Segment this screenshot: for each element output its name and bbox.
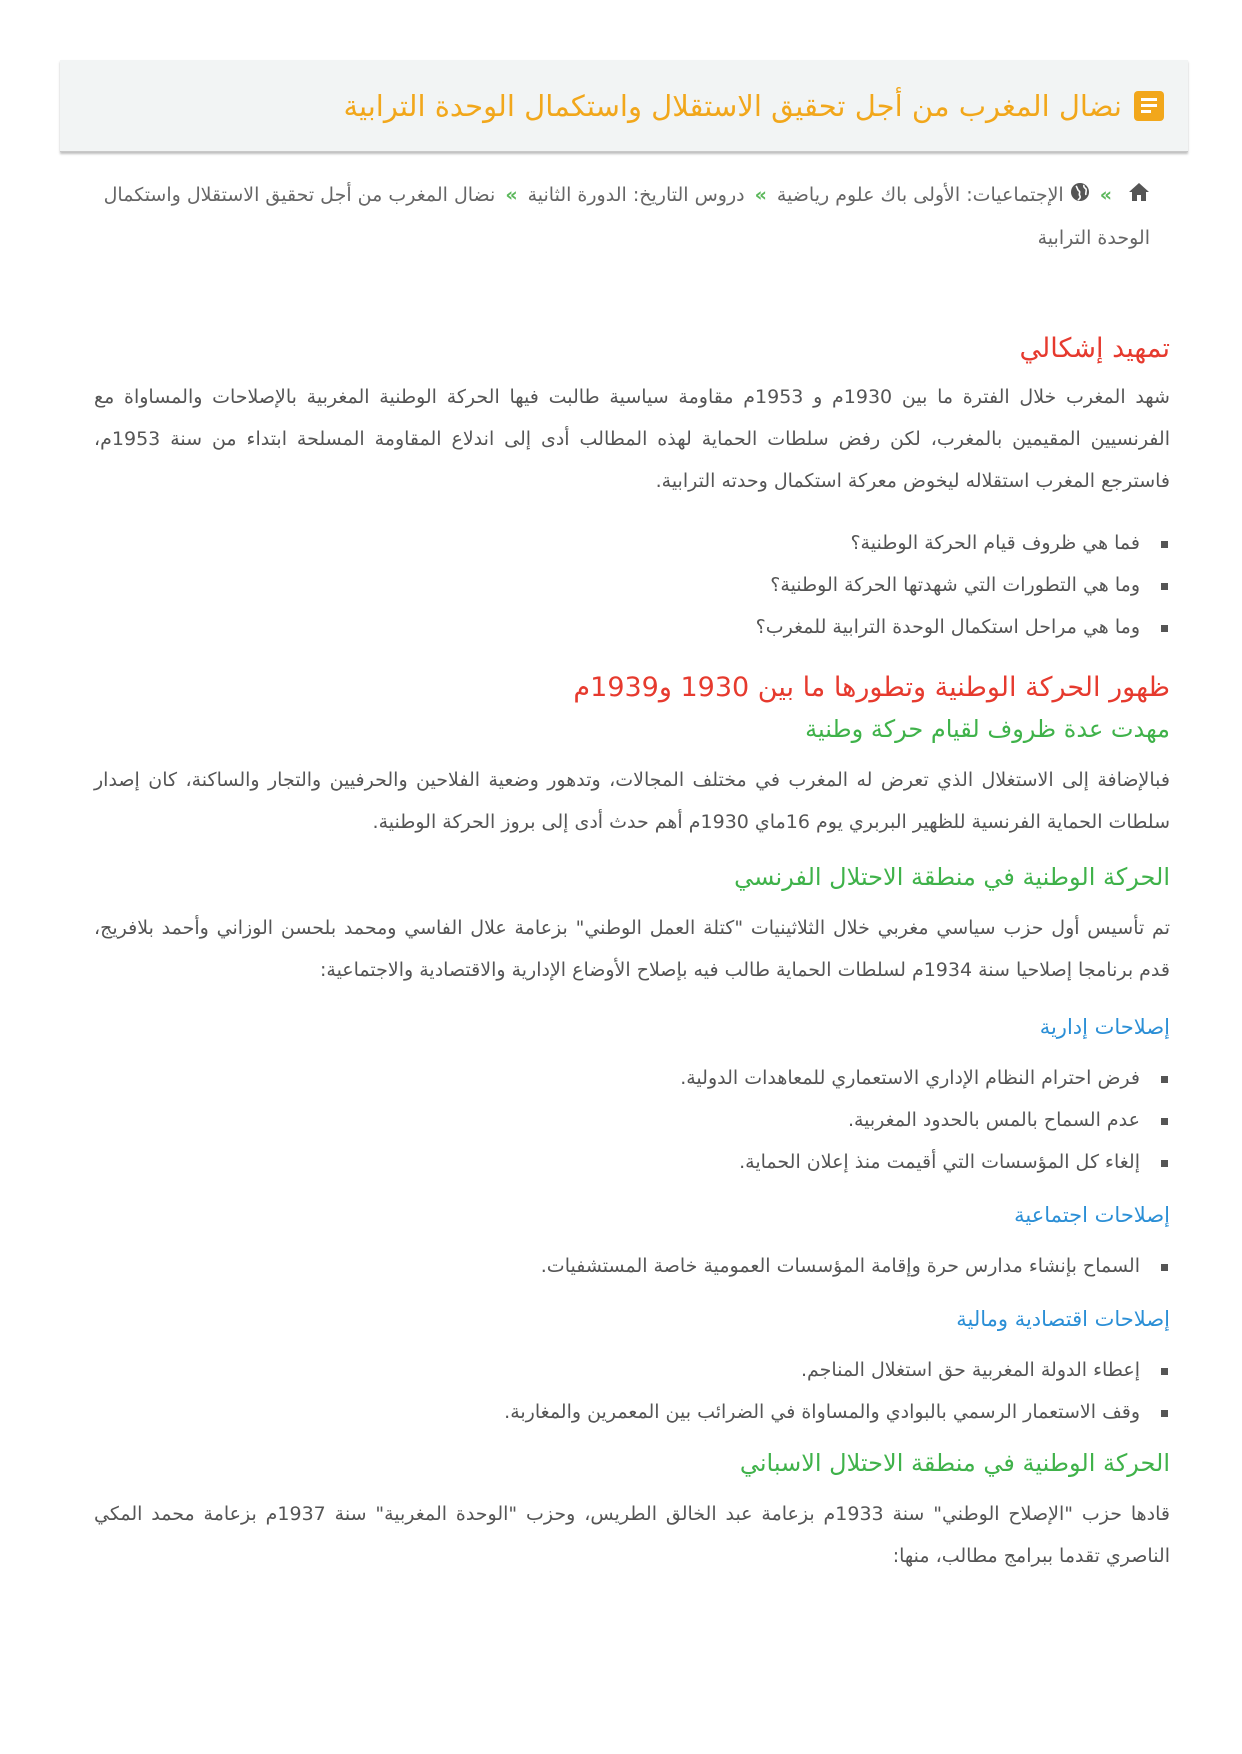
breadcrumb <box>60 174 1188 259</box>
list-item: وما هي التطورات التي شهدتها الحركة الوطنية؟ <box>94 564 1170 606</box>
breadcrumb-link-course[interactable]: الإجتماعيات: الأولى باك علوم رياضية <box>776 184 1064 206</box>
list-item: إعطاء الدولة المغربية حق استغلال المناجم. <box>94 1349 1170 1391</box>
list-item: فرض احترام النظام الإداري الاستعماري للمعاهدات الدولية. <box>94 1057 1170 1099</box>
list-item: عدم السماح بالمس بالحدود المغربية. <box>94 1099 1170 1141</box>
list-item: وقف الاستعمار الرسمي بالبوادي والمساواة في الضرائب بين المعمرين والمغاربة. <box>94 1391 1170 1433</box>
section1-sub3-paragraph: قادها حزب "الإصلاح الوطني" سنة 1933م بزعامة عبد الخالق الطريس، وحزب "الوحدة المغربية" سنة 1937م بزعامة محمد المكي الناصري تقدما ببرامج مطالب، منها: <box>94 1502 1170 1567</box>
page <box>60 60 1188 1577</box>
document-icon <box>1134 91 1164 121</box>
home-icon[interactable] <box>1128 175 1150 217</box>
intro-heading: تمهيد إشكالي <box>1019 332 1170 364</box>
section1-sub1-heading: مهدت عدة ظروف لقيام حركة وطنية <box>805 714 1170 743</box>
list-item: فما هي ظروف قيام الحركة الوطنية؟ <box>94 522 1170 564</box>
economic-reforms-heading: إصلاحات اقتصادية ومالية <box>956 1306 1170 1331</box>
list-item: السماح بإنشاء مدارس حرة وإقامة المؤسسات العمومية خاصة المستشفيات. <box>94 1245 1170 1287</box>
section1-sub2-paragraph: تم تأسيس أول حزب سياسي مغربي خلال الثلاثينيات "كتلة العمل الوطني" بزعامة علال الفاسي ومحمد بلحسن الوزاني وأحمد بلافريج، قدم برنامجا إصلاحيا سنة 1934م لسلطات الحماية طالب فيه بإصلاح الأوضاع الإدارية والاقتصادية والاجتماعية: <box>94 916 1170 981</box>
breadcrumb-link-history[interactable]: دروس التاريخ: الدورة الثانية <box>527 184 745 206</box>
section1-sub3-heading: الحركة الوطنية في منطقة الاحتلال الاسباني <box>739 1448 1170 1477</box>
breadcrumb-separator: » <box>1099 184 1112 206</box>
intro-paragraph: شهد المغرب خلال الفترة ما بين 1930م و 1953م مقاومة سياسية طالبت فيها الحركة الوطنية المغربية بالإصلاحات والمساواة مع الفرنسيين المقيمين بالمغرب، لكن رفض سلطات الحماية لهذه المطالب أدى إلى اندلاع المقاومة المسلحة ابتداء من سنة 1953م، فاسترجع المغرب استقلاله ليخوض معركة استكمال وحدته الترابية. <box>94 385 1170 492</box>
list-item: إلغاء كل المؤسسات التي أقيمت منذ إعلان الحماية. <box>94 1141 1170 1183</box>
globe-icon[interactable] <box>1070 175 1090 217</box>
admin-reforms-heading: إصلاحات إدارية <box>1039 1014 1170 1039</box>
social-reforms-list <box>94 1245 1170 1287</box>
page-title: نضال المغرب من أجل تحقيق الاستقلال واستكمال الوحدة الترابية <box>343 88 1122 123</box>
social-reforms-heading: إصلاحات اجتماعية <box>1014 1202 1170 1227</box>
breadcrumb-separator: » <box>505 184 518 206</box>
admin-reforms-list <box>94 1057 1170 1183</box>
intro-questions <box>94 522 1170 648</box>
title-bar <box>60 60 1188 152</box>
breadcrumb-current: نضال المغرب من أجل تحقيق الاستقلال واستكمال الوحدة الترابية <box>103 184 1150 249</box>
section1-heading: ظهور الحركة الوطنية وتطورها ما بين 1930 و1939م <box>573 671 1170 703</box>
list-item: وما هي مراحل استكمال الوحدة الترابية للمغرب؟ <box>94 606 1170 648</box>
article-content <box>60 333 1188 1577</box>
section1-sub1-paragraph: فبالإضافة إلى الاستغلال الذي تعرض له المغرب في مختلف المجالات، وتدهور وضعية الفلاحين والحرفيين والتجار والساكنة، كان إصدار سلطات الحماية الفرنسية للظهير البربري يوم 16ماي 1930م أهم حدث أدى إلى بروز الحركة الوطنية. <box>94 768 1170 833</box>
section1-sub2-heading: الحركة الوطنية في منطقة الاحتلال الفرنسي <box>734 862 1170 891</box>
economic-reforms-list <box>94 1349 1170 1433</box>
breadcrumb-separator: » <box>754 184 767 206</box>
